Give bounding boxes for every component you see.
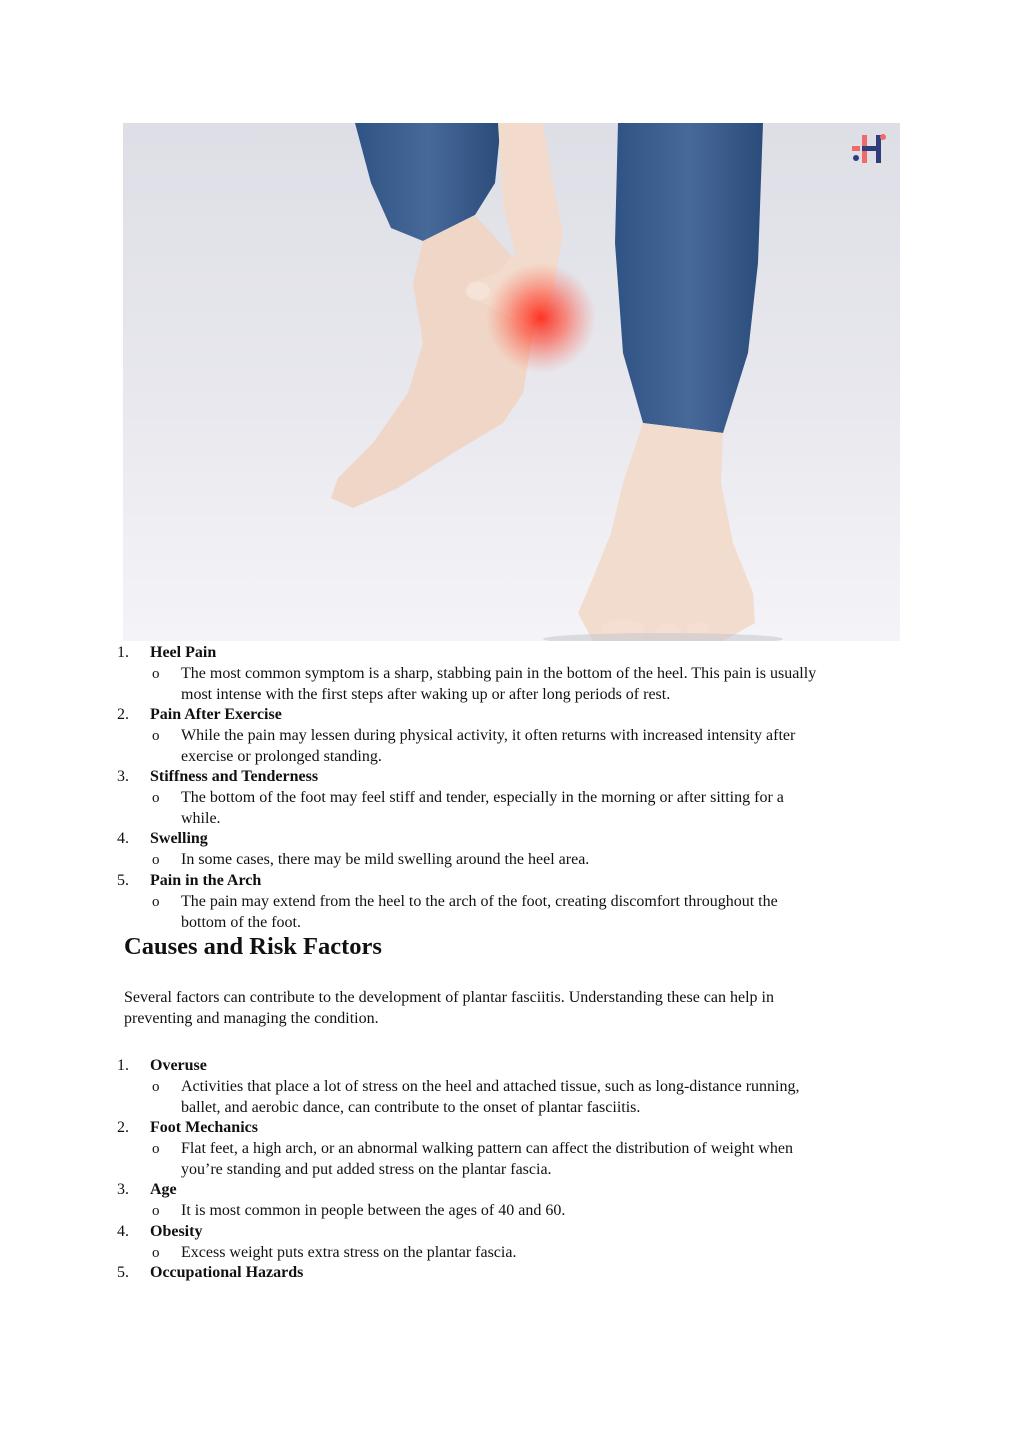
bullet-marker: o [152, 1141, 160, 1157]
item-title: Heel Pain [150, 644, 217, 661]
item-title: Swelling [150, 830, 208, 847]
item-title: Overuse [150, 1057, 207, 1074]
item-description-line: while. [181, 810, 221, 827]
item-description-line: Activities that place a lot of stress on the heel and attached tissue, such as long-distance running, [181, 1078, 800, 1095]
item-number: 1. [117, 644, 129, 661]
item-description-line: While the pain may lessen during physical activity, it often returns with increased intensity after [181, 727, 796, 744]
item-description-line: The pain may extend from the heel to the arch of the foot, creating discomfort throughout the [181, 893, 778, 910]
item-number: 2. [117, 706, 129, 723]
item-description-line: bottom of the foot. [181, 914, 301, 931]
item-description-line: most intense with the first steps after waking up or after long periods of rest. [181, 686, 671, 703]
bullet-marker: o [152, 852, 160, 868]
item-description-line: The most common symptom is a sharp, stabbing pain in the bottom of the heel. This pain is usually [181, 665, 817, 682]
item-number: 4. [117, 830, 129, 847]
item-number: 5. [117, 1264, 129, 1281]
bullet-marker: o [152, 666, 160, 682]
paragraph-line: preventing and managing the condition. [124, 1009, 379, 1027]
item-number: 1. [117, 1057, 129, 1074]
item-title: Pain in the Arch [150, 872, 262, 889]
section-heading: Causes and Risk Factors [124, 933, 382, 960]
bullet-marker: o [152, 728, 160, 744]
item-description-line: exercise or prolonged standing. [181, 748, 382, 765]
bullet-marker: o [152, 1203, 160, 1219]
item-title: Obesity [150, 1223, 203, 1240]
item-description-line: In some cases, there may be mild swelling around the heel area. [181, 851, 590, 868]
item-number: 3. [117, 768, 129, 785]
photo-illustration [123, 123, 900, 641]
item-title: Pain After Exercise [150, 706, 282, 723]
bullet-marker: o [152, 790, 160, 806]
bullet-marker: o [152, 894, 160, 910]
item-number: 4. [117, 1223, 129, 1240]
item-title: Occupational Hazards [150, 1264, 304, 1281]
heel-pain-photo [123, 123, 900, 641]
item-number: 3. [117, 1181, 129, 1198]
paragraph-line: Several factors can contribute to the development of plantar fasciitis. Understanding these can help in [124, 989, 774, 1006]
item-description-line: Flat feet, a high arch, or an abnormal walking pattern can affect the distribution of weight when [181, 1140, 793, 1157]
item-title: Stiffness and Tenderness [150, 768, 319, 785]
item-description-line: The bottom of the foot may feel stiff and tender, especially in the morning or after sitting for a [181, 789, 784, 806]
hospital-h-logo-icon [850, 131, 890, 167]
bullet-marker: o [152, 1245, 160, 1261]
bullet-marker: o [152, 1079, 160, 1095]
item-number: 2. [117, 1119, 129, 1136]
item-title: Foot Mechanics [150, 1119, 258, 1136]
item-description-line: It is most common in people between the ages of 40 and 60. [181, 1202, 566, 1219]
item-description-line: Excess weight puts extra stress on the plantar fascia. [181, 1244, 517, 1261]
item-description-line: you’re standing and put added stress on the plantar fascia. [181, 1161, 552, 1178]
item-description-line: ballet, and aerobic dance, can contribute to the onset of plantar fasciitis. [181, 1099, 641, 1116]
causes-intro-paragraph [124, 988, 884, 1029]
item-number: 5. [117, 872, 129, 889]
item-title: Age [150, 1181, 177, 1198]
